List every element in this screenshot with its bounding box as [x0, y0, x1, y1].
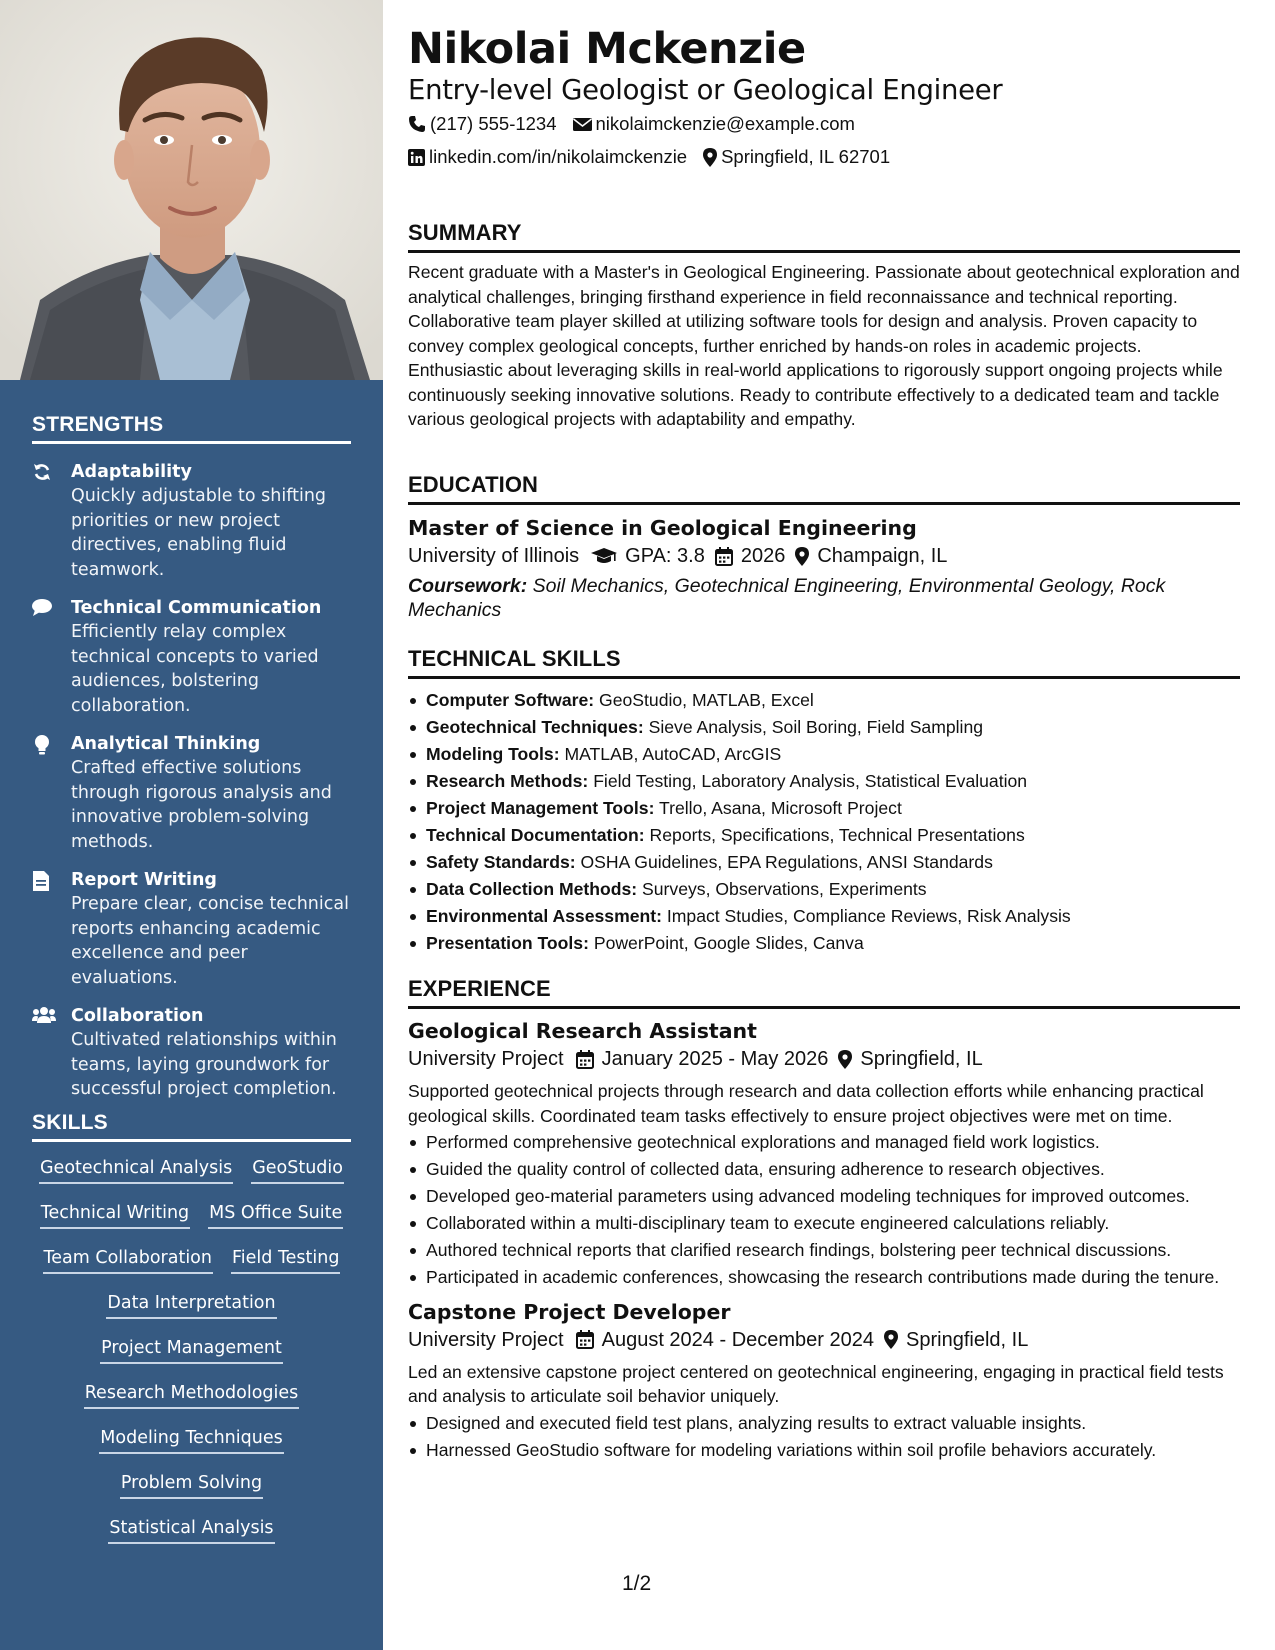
job-bullets	[408, 1411, 1240, 1463]
skill-label: Data Collection Methods:	[426, 879, 638, 899]
strength-desc: Efficiently relay complex technical concepts to varied audiences, bolstering collaboration.	[71, 622, 319, 716]
skill-chip: Technical Writing	[40, 1201, 190, 1229]
profile-photo	[0, 0, 383, 380]
skill-chip: Research Methodologies	[84, 1381, 300, 1409]
job-description: Supported geotechnical projects through research and data collection efforts while enhancing practical geological skills. Coordinated team tasks effectively to ensure project objectives were met on time.	[408, 1081, 1204, 1126]
sidebar	[0, 0, 383, 1650]
phone-icon	[408, 115, 426, 133]
coursework-label: Coursework:	[408, 575, 528, 597]
list-item	[408, 742, 1240, 767]
strength-item	[32, 460, 351, 582]
skill-label: Geotechnical Techniques:	[426, 717, 644, 737]
list-item	[408, 850, 1240, 875]
strength-desc: Prepare clear, concise technical reports enhancing academic excellence and peer evaluations.	[71, 894, 349, 988]
strength-title: Collaboration	[71, 1006, 204, 1026]
list-item: Guided the quality control of collected data, ensuring adherence to research objectives.	[408, 1157, 1240, 1182]
job-org: University Project	[408, 1048, 564, 1070]
job-entry	[408, 1298, 1240, 1463]
phone-text: (217) 555-1234	[430, 113, 557, 134]
contact-row-2	[408, 146, 906, 168]
list-item: Developed geo-material parameters using advanced modeling techniques for improved outcomes.	[408, 1184, 1240, 1209]
skill-chip: MS Office Suite	[208, 1201, 343, 1229]
skill-value: GeoStudio, MATLAB, Excel	[599, 690, 814, 710]
skill-chip: Project Management	[100, 1336, 283, 1364]
calendar-icon	[576, 1330, 594, 1349]
users-icon	[32, 1006, 54, 1026]
coursework-list: Soil Mechanics, Geotechnical Engineering, Environmental Geology, Rock Mechanics	[408, 575, 1166, 621]
map-pin-icon	[795, 547, 809, 566]
candidate-role: Entry-level Geologist or Geological Engineer	[408, 74, 1003, 106]
list-item	[408, 715, 1240, 740]
job-dates: January 2025 - May 2026	[601, 1048, 829, 1070]
email-text: nikolaimckenzie@example.com	[595, 113, 855, 134]
skill-value: Reports, Specifications, Technical Presentations	[649, 825, 1025, 845]
document-icon	[32, 870, 54, 890]
list-item: Authored technical reports that clarified research findings, bolstering peer technical discussions.	[408, 1238, 1240, 1263]
job-title: Geological Research Assistant	[408, 1019, 757, 1043]
skill-chip: Geotechnical Analysis	[39, 1156, 233, 1184]
linkedin-contact[interactable]	[408, 146, 687, 168]
summary-heading: SUMMARY	[408, 220, 1240, 253]
coursework	[408, 574, 1240, 622]
education-section	[408, 472, 1240, 622]
skill-chip: Statistical Analysis	[108, 1516, 274, 1544]
lightbulb-icon	[32, 734, 54, 754]
list-item	[408, 931, 1240, 956]
strength-desc: Cultivated relationships within teams, laying groundwork for successful project completion.	[71, 1030, 337, 1099]
candidate-name: Nikolai Mckenzie	[408, 24, 806, 74]
strength-title: Adaptability	[71, 462, 192, 482]
gpa-text: GPA: 3.8	[625, 545, 705, 567]
skill-label: Technical Documentation:	[426, 825, 645, 845]
skill-value: Impact Studies, Compliance Reviews, Risk Analysis	[666, 906, 1071, 926]
strength-desc: Quickly adjustable to shifting priorities or new project directives, enabling fluid teamwork.	[71, 486, 327, 580]
speech-bubble-icon	[32, 598, 54, 618]
job-location: Springfield, IL	[906, 1328, 1029, 1351]
list-item	[408, 769, 1240, 794]
location-text: Springfield, IL 62701	[721, 146, 891, 167]
skill-value: Field Testing, Laboratory Analysis, Statistical Evaluation	[593, 771, 1028, 791]
skill-label: Environmental Assessment:	[426, 906, 662, 926]
skill-value: Trello, Asana, Microsoft Project	[659, 798, 902, 818]
phone-contact[interactable]	[408, 113, 557, 135]
strength-title: Technical Communication	[71, 598, 322, 618]
job-entry	[408, 1017, 1240, 1290]
list-item: Designed and executed field test plans, analyzing results to extract valuable insights.	[408, 1411, 1240, 1436]
map-pin-icon	[703, 148, 717, 167]
strength-item	[32, 732, 351, 854]
portrait-image	[0, 0, 383, 380]
strength-desc: Crafted effective solutions through rigorous analysis and innovative problem-solving methods.	[71, 758, 332, 852]
skill-value: Surveys, Observations, Experiments	[642, 879, 927, 899]
skill-value: Sieve Analysis, Soil Boring, Field Sampling	[648, 717, 984, 737]
list-item: Performed comprehensive geotechnical explorations and managed field work logistics.	[408, 1130, 1240, 1155]
skill-label: Computer Software:	[426, 690, 595, 710]
skill-label: Presentation Tools:	[426, 933, 589, 953]
strength-item	[32, 596, 351, 718]
job-meta	[408, 1326, 1240, 1354]
skills-list	[32, 1156, 351, 1544]
degree-title: Master of Science in Geological Engineering	[408, 516, 917, 540]
graduation-year: 2026	[740, 545, 786, 567]
job-org: University Project	[408, 1328, 564, 1351]
sync-icon	[32, 462, 54, 482]
calendar-icon	[576, 1050, 594, 1069]
strengths-section	[32, 413, 351, 1102]
email-contact[interactable]	[573, 113, 855, 135]
summary-section	[408, 220, 1240, 432]
skill-chip: Data Interpretation	[106, 1291, 276, 1319]
list-item: Harnessed GeoStudio software for modeling variations within soil profile behaviors accurately.	[408, 1438, 1240, 1463]
list-item	[408, 877, 1240, 902]
page-number: 1/2	[622, 1572, 652, 1595]
experience-section	[408, 976, 1240, 1465]
envelope-icon	[573, 117, 592, 132]
skill-chip: Team Collaboration	[43, 1246, 213, 1274]
location-contact	[703, 146, 890, 168]
job-bullets	[408, 1130, 1240, 1290]
strength-item	[32, 868, 351, 990]
experience-heading: EXPERIENCE	[408, 976, 1240, 1009]
technical-skills-list	[408, 688, 1240, 956]
school-location: Champaign, IL	[817, 545, 948, 567]
list-item: Participated in academic conferences, showcasing the research contributions made during the tenure.	[408, 1265, 1240, 1290]
skills-heading: SKILLS	[32, 1111, 351, 1142]
skill-value: MATLAB, AutoCAD, ArcGIS	[564, 744, 782, 764]
list-item: Collaborated within a multi-disciplinary team to execute engineered calculations reliably.	[408, 1211, 1240, 1236]
calendar-icon	[715, 547, 733, 566]
skill-chip: GeoStudio	[251, 1156, 344, 1184]
skill-chip: Modeling Techniques	[99, 1426, 283, 1454]
job-title: Capstone Project Developer	[408, 1299, 731, 1324]
job-meta	[408, 1045, 1240, 1073]
list-item	[408, 904, 1240, 929]
strength-title: Analytical Thinking	[71, 734, 261, 754]
strengths-heading: STRENGTHS	[32, 413, 351, 444]
job-location: Springfield, IL	[860, 1048, 983, 1070]
map-pin-icon	[884, 1330, 898, 1349]
technical-skills-heading: TECHNICAL SKILLS	[408, 646, 1240, 679]
summary-text: Recent graduate with a Master's in Geological Engineering. Passionate about geotechnical exploration and analytical challenges, bringing firsthand experience in field reconnaissance and technical reporting. Collaborative team player skilled at utilizing software tools for design and analysis. Proven capacity to convey complex geological concepts, further enriched by hands-on roles in academic projects. Enthusiastic about leveraging skills in real-world applications to rigorously support ongoing projects while continuously seeking innovative solutions. Ready to contribute effectively to a dedicated team and tackle various geological projects with adaptability and empathy.	[408, 262, 1240, 429]
skill-label: Modeling Tools:	[426, 744, 560, 764]
skill-label: Project Management Tools:	[426, 798, 655, 818]
skill-chip: Field Testing	[231, 1246, 340, 1274]
skill-value: OSHA Guidelines, EPA Regulations, ANSI Standards	[580, 852, 993, 872]
skills-section	[32, 1111, 351, 1561]
job-description: Led an extensive capstone project centered on geotechnical engineering, engaging in practical field tests and analysis to articulate soil behavior uniquely.	[408, 1361, 1224, 1406]
school-name: University of Illinois	[408, 545, 580, 567]
skill-chip: Problem Solving	[120, 1471, 263, 1499]
linkedin-icon	[408, 149, 425, 166]
education-meta	[408, 542, 1240, 570]
list-item	[408, 823, 1240, 848]
list-item	[408, 796, 1240, 821]
technical-skills-section	[408, 646, 1240, 958]
contact-row-1	[408, 113, 871, 135]
job-dates: August 2024 - December 2024	[601, 1328, 875, 1351]
list-item	[408, 688, 1240, 713]
graduation-cap-icon	[591, 547, 617, 565]
strength-item	[32, 1004, 351, 1102]
map-pin-icon	[838, 1050, 852, 1069]
linkedin-text: linkedin.com/in/nikolaimckenzie	[429, 146, 688, 167]
education-heading: EDUCATION	[408, 472, 1240, 505]
skill-value: PowerPoint, Google Slides, Canva	[593, 933, 864, 953]
skill-label: Safety Standards:	[426, 852, 576, 872]
skill-label: Research Methods:	[426, 771, 589, 791]
strength-title: Report Writing	[71, 870, 217, 890]
